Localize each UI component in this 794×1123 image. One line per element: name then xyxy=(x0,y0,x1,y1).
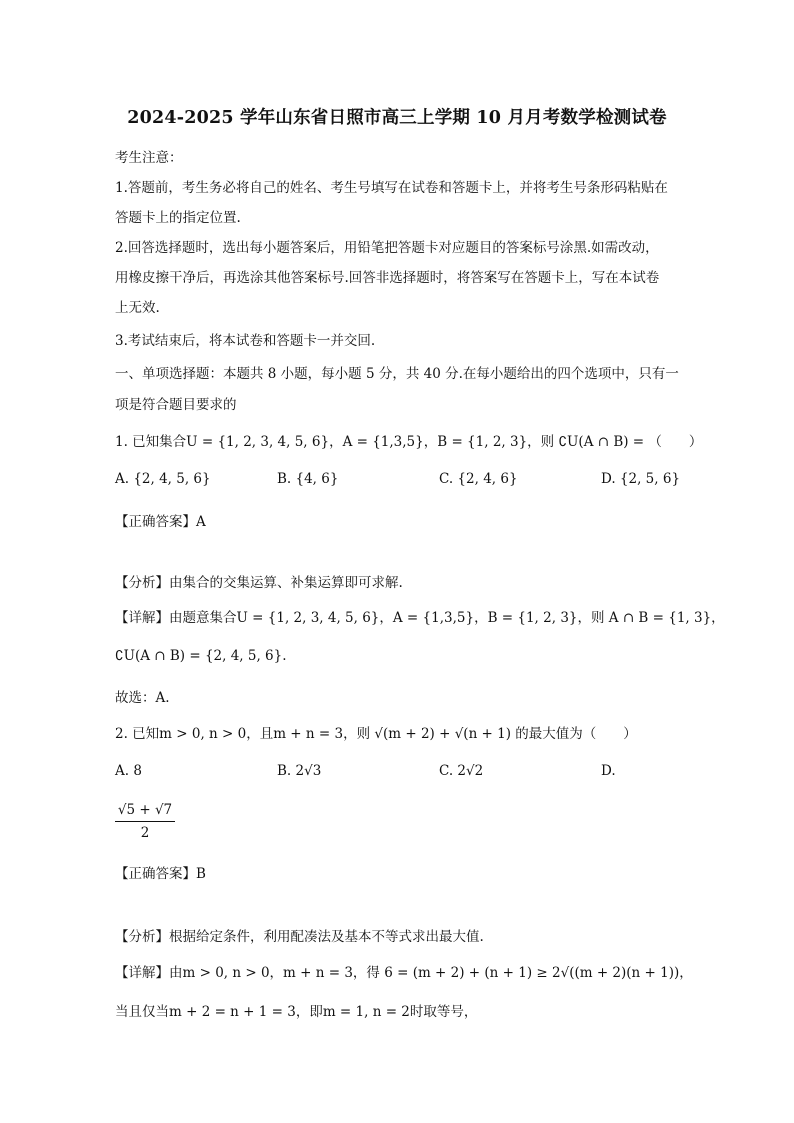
question-2-option-c: C. 2√2 xyxy=(439,763,484,779)
notice-line-2: 答题卡上的指定位置. xyxy=(115,210,241,226)
fraction-denominator: 2 xyxy=(140,825,150,841)
question-1-detail-2: ∁U(A ∩ B) = {2, 4, 5, 6}. xyxy=(115,648,287,664)
section-heading-line-2: 项是符合题目要求的 xyxy=(115,397,237,413)
question-1-option-b: B. {4, 6} xyxy=(277,471,339,487)
question-1-detail-1: 【详解】由题意集合U = {1, 2, 3, 4, 5, 6}，A = {1,3,5}，B = {1, 2, 3}，则 A ∩ B = {1, 3}， xyxy=(115,610,725,626)
question-1-option-a: A. {2, 4, 5, 6} xyxy=(115,471,211,487)
question-1-analysis: 【分析】由集合的交集运算、补集运算即可求解. xyxy=(115,575,403,591)
question-1-conclusion: 故选：A. xyxy=(115,690,170,706)
section-heading-line-1: 一、单项选择题：本题共 8 小题，每小题 5 分，共 40 分.在每小题给出的四个选项中，只有一 xyxy=(115,366,679,382)
page-title: 2024-2025 学年山东省日照市高三上学期 10 月月考数学检测试卷 xyxy=(127,108,667,128)
question-2-answer: 【正确答案】B xyxy=(115,866,206,882)
question-1-option-d: D. {2, 5, 6} xyxy=(601,471,681,487)
question-2-stem: 2. 已知m > 0, n > 0，且m + n = 3，则 √(m + 2) + √(n + 1) 的最大值为（ ） xyxy=(115,726,637,742)
notice-line-4: 用橡皮擦干净后，再选涂其他答案标号.回答非选择题时，将答案写在答题卡上，写在本试卷 xyxy=(115,270,660,286)
question-2-option-b: B. 2√3 xyxy=(277,763,322,779)
notice-line-3: 2.回答选择题时，选出每小题答案后，用铅笔把答题卡对应题目的答案标号涂黑.如需改动， xyxy=(115,240,659,256)
notice-line-6: 3.考试结束后，将本试卷和答题卡一并交回. xyxy=(115,333,376,349)
question-2-option-d: D. xyxy=(601,763,616,779)
question-1-stem: 1. 已知集合U = {1, 2, 3, 4, 5, 6}，A = {1,3,5}，B = {1, 2, 3}，则 ∁U(A ∩ B) = （ ） xyxy=(115,434,703,450)
question-1-answer: 【正确答案】A xyxy=(115,514,206,530)
question-2-detail-1: 【详解】由m > 0, n > 0，m + n = 3，得 6 = (m + 2) + (n + 1) ≥ 2√((m + 2)(n + 1))， xyxy=(115,965,693,981)
question-2-analysis: 【分析】根据给定条件，利用配凑法及基本不等式求出最大值. xyxy=(115,929,484,945)
notice-line-5: 上无效. xyxy=(115,300,160,316)
question-2-option-a: A. 8 xyxy=(115,763,142,779)
notice-line-1: 1.答题前，考生务必将自己的姓名、考生号填写在试卷和答题卡上，并将考生号条形码粘贴在 xyxy=(115,180,668,196)
question-2-detail-2: 当且仅当m + 2 = n + 1 = 3，即m = 1, n = 2时取等号， xyxy=(115,1004,478,1020)
question-1-option-c: C. {2, 4, 6} xyxy=(439,471,518,487)
question-2-option-d-fraction xyxy=(115,802,175,841)
fraction-numerator: √5 + √7 xyxy=(115,802,175,822)
notice-heading: 考生注意： xyxy=(115,150,183,166)
